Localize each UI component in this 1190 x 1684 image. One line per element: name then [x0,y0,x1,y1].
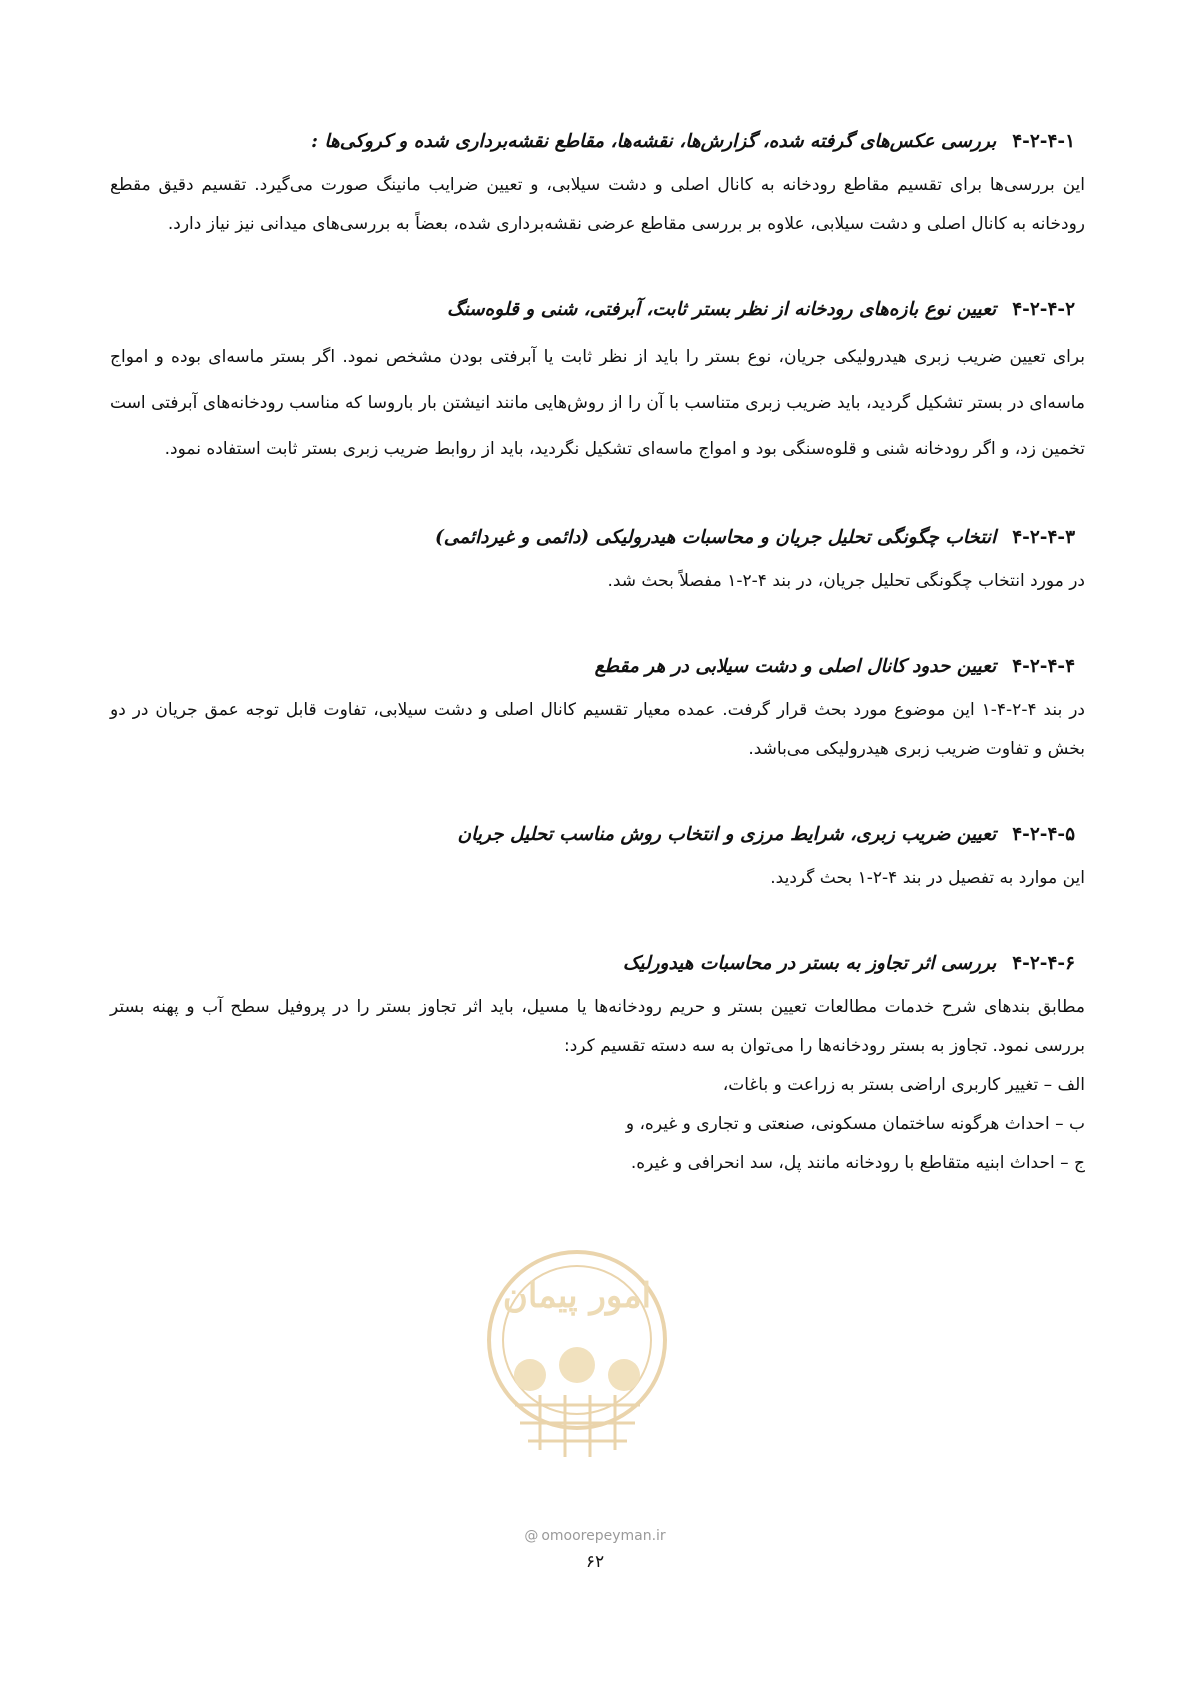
watermark-logo-text: امور پیمان [502,1276,652,1316]
section-heading [110,950,1085,978]
section-number: ۴-۲-۴-۴ [1012,656,1075,677]
list-item: ب – احداث هرگونه ساختمان مسکونی، صنعتی و تجاری و غیره، و [625,1114,1085,1134]
page-number: ۶۲ [585,1552,605,1572]
section-number: ۴-۲-۴-۲ [1012,299,1075,320]
section-heading [110,296,1085,324]
section-number: ۴-۲-۴-۶ [1012,953,1075,974]
section-paragraph: مطابق بندهای شرح خدمات مطالعات تعیین بستر و حریم رودخانه‌ها یا مسیل، باید اثر تجاوز بستر را در پروفیل سطح آب و پهنه بستر بررسی نمود. تجاوز به بستر رودخانه‌ها را می‌توان به سه دسته تقسیم کرد: [110,997,1085,1056]
section-title: بررسی عکس‌های گرفته شده، گزارش‌ها، نقشه‌ها، مقاطع نقشه‌برداری شده و کروکی‌ها : [311,131,997,152]
section-title: تعیین ضریب زبری، شرایط مرزی و انتخاب روش مناسب تحلیل جریان [457,824,997,845]
section-paragraph: برای تعیین ضریب زبری هیدرولیکی جریان، نوع بستر را باید از نظر ثابت یا آبرفتی بودن مشخص نمود. اگر بستر ماسه‌ای بوده و امواج ماسه‌ای در بستر تشکیل گردید، باید ضریب زبری متناسب با آن را از روش‌هایی مانند انیشتن بار باروسا که مناسب رودخانه‌های آبرفتی است تخمین زد، و اگر رودخانه شنی و قلوه‌سنگی بود و امواج ماسه‌ای تشکیل نگردید، باید از روابط ضریب زبری بستر ثابت استفاده نمود. [110,347,1085,459]
watermark-logo [470,1245,685,1495]
at-icon: @ [524,1528,539,1544]
section-number: ۴-۲-۴-۱ [1012,131,1075,152]
section-4-2-4-1 [110,128,1085,244]
list-item: الف – تغییر کاربری اراضی بستر به زراعت و باغات، [722,1075,1085,1095]
section-4-2-4-3 [110,524,1085,601]
section-paragraph: این بررسی‌ها برای تقسیم مقاطع رودخانه به کانال اصلی و دشت سیلابی، و تعیین ضرایب مانینگ صورت می‌گیرد. تقسیم دقیق مقطع رودخانه به کانال اصلی و دشت سیلابی، علاوه بر بررسی مقاطع عرضی نقشه‌برداری شده، بعضاً به بررسی‌های میدانی نیز نیاز دارد. [110,175,1085,234]
section-4-2-4-4 [110,653,1085,769]
section-heading [110,821,1085,849]
section-title: تعیین نوع بازه‌های رودخانه از نظر بستر ثابت، آبرفتی، شنی و قلوه‌سنگ [447,299,997,320]
section-4-2-4-6 [110,950,1085,1183]
section-number: ۴-۲-۴-۳ [1012,527,1075,548]
document-content [110,128,1085,1235]
section-number: ۴-۲-۴-۵ [1012,824,1075,845]
section-paragraph: در بند ۴-۲-۴-۱ این موضوع مورد بحث قرار گرفت. عمده معیار تقسیم کانال اصلی و دشت سیلابی، تفاوت قابل توجه عمق جریان در دو بخش و تفاوت ضریب زبری هیدرولیکی می‌باشد. [110,700,1085,759]
watermark-url [0,1528,1190,1544]
section-heading [110,653,1085,681]
list-item: ج – احداث ابنیه متقاطع با رودخانه مانند پل، سد انحرافی و غیره. [630,1153,1085,1173]
section-title: بررسی اثر تجاوز به بستر در محاسبات هیدورلیک [622,953,997,974]
section-paragraph: این موارد به تفصیل در بند ۴-۲-۱ بحث گردید. [770,868,1085,888]
section-4-2-4-5 [110,821,1085,898]
section-4-2-4-2 [110,296,1085,472]
section-title: انتخاب چگونگی تحلیل جریان و محاسبات هیدرولیکی (دائمی و غیردائمی) [435,527,997,548]
section-heading [110,128,1085,156]
watermark-url-text: omoorepeyman.ir [541,1528,666,1544]
section-paragraph: در مورد انتخاب چگونگی تحلیل جریان، در بند ۴-۲-۱ مفصلاً بحث شد. [607,571,1085,591]
section-title: تعیین حدود کانال اصلی و دشت سیلابی در هر مقطع [594,656,997,677]
section-heading [110,524,1085,552]
